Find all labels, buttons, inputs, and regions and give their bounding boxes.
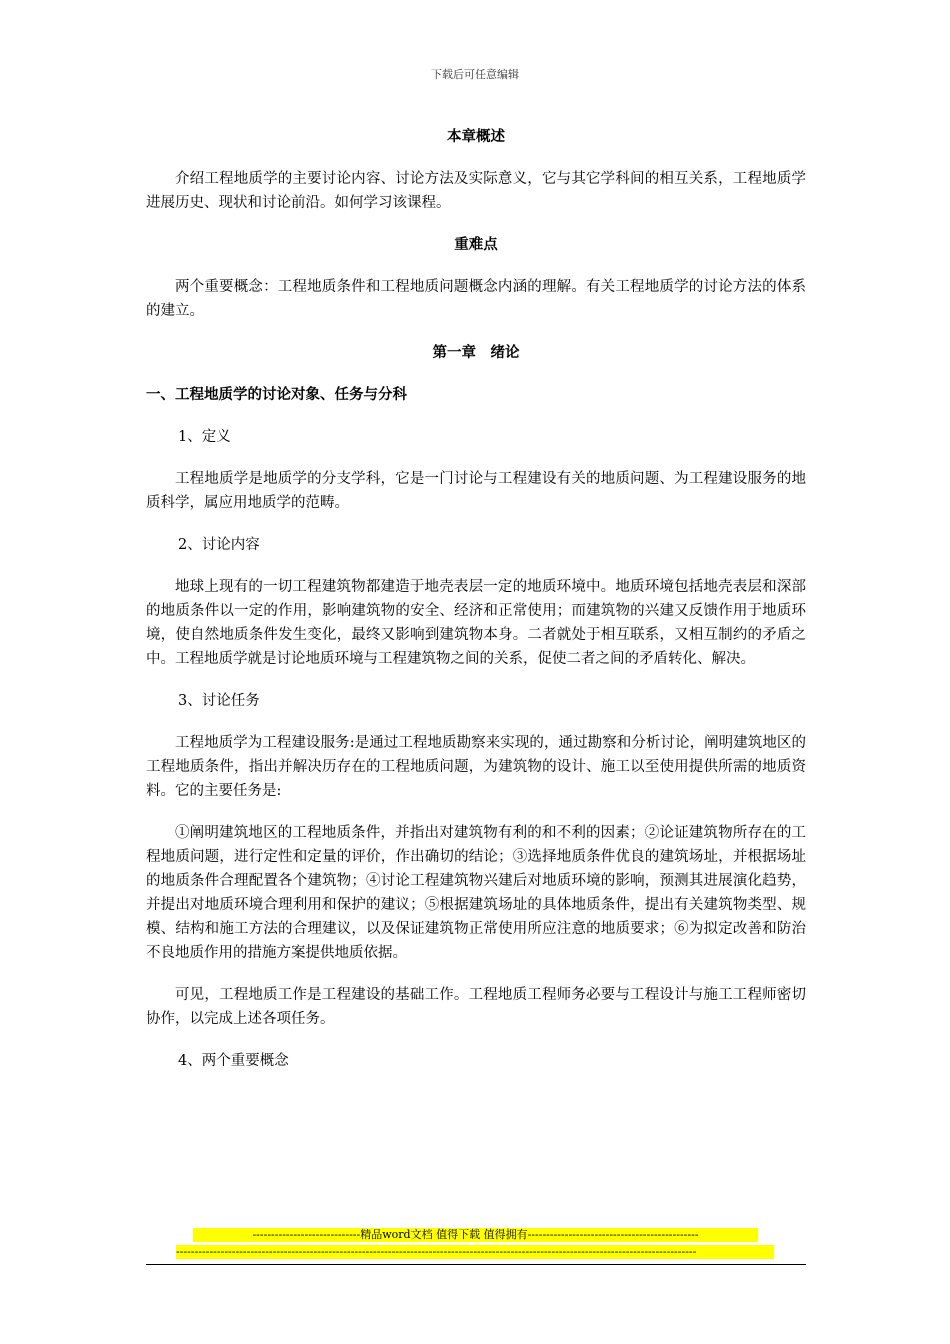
sub3-heading: 3、讨论任务 (178, 693, 260, 709)
sub2-heading: 2、讨论内容 (178, 537, 260, 553)
key-points-heading: 重难点 (454, 236, 498, 253)
footer-banner-bottom: -------------------------------------------------------------------------------------------------------------------------------------------- (176, 1245, 774, 1259)
sub1-paragraph: 工程地质学是地质学的分支学科，它是一门讨论与工程建设有关的地质问题、为工程建设服务的地质科学，属应用地质学的范畴。 (146, 471, 806, 511)
overview-heading: 本章概述 (447, 128, 505, 145)
sub3-paragraph-2: ①阐明建筑地区的工程地质条件，并指出对建筑物有利的和不利的因素；②论证建筑物所存在的工程地质问题，进行定性和定量的评价，作出确切的结论；③选择地质条件优良的建筑场址，并根据场址的地质条件合理配置各个建筑物；④讨论工程建筑物兴建后对地质环境的影响，预测其进展演化趋势，并提出对地质环境合理利用和保护的建议；⑤根据建筑场址的具体地质条件，提出有关建筑物类型、规模、结构和施工方法的合理建议，以及保证建筑物正常使用所应注意的地质要求；⑥为拟定改善和防治不良地质作用的措施方案提供地质依据。 (146, 825, 806, 961)
sub4-heading: 4、两个重要概念 (178, 1053, 289, 1069)
document-body (146, 125, 806, 1091)
overview-paragraph: 介绍工程地质学的主要讨论内容、讨论方法及实际意义，它与其它学科间的相互关系，工程地质学进展历史、现状和讨论前沿。如何学习该课程。 (146, 171, 806, 211)
chapter-title: 第一章 绪论 (432, 344, 520, 361)
sub3-paragraph-1: 工程地质学为工程建设服务:是通过工程地质勘察来实现的，通过勘察和分析讨论，阐明建筑地区的工程地质条件，指出并解决历存在的工程地质问题，为建筑物的设计、施工以至使用提供所需的地质资料。它的主要任务是: (146, 735, 806, 799)
sub2-paragraph: 地球上现有的一切工程建筑物都建造于地壳表层一定的地质环境中。地质环境包括地壳表层和深部的地质条件以一定的作用，影响建筑物的安全、经济和正常使用；而建筑物的兴建又反馈作用于地质环境，使自然地质条件发生变化，最终又影响到建筑物本身。二者就处于相互联系，又相互制约的矛盾之中。工程地质学就是讨论地质环境与工程建筑物之间的关系，促使二者之间的矛盾转化、解决。 (146, 579, 806, 667)
footer-banner-top: -----------------------------精品word文档 值得下载 值得拥有---------------------------------------------- (193, 1228, 758, 1242)
header-note: 下载后可任意编辑 (431, 68, 519, 81)
footer-rule (146, 1264, 806, 1265)
key-points-paragraph: 两个重要概念：工程地质条件和工程地质问题概念内涵的理解。有关工程地质学的讨论方法的体系的建立。 (146, 279, 806, 319)
footer (146, 1228, 806, 1265)
sub3-paragraph-3: 可见，工程地质工作是工程建设的基础工作。工程地质工程师务必要与工程设计与施工工程师密切协作，以完成上述各项任务。 (146, 987, 806, 1027)
sub1-heading: 1、定义 (178, 429, 231, 445)
section1-heading: 一、工程地质学的讨论对象、任务与分科 (146, 386, 407, 403)
